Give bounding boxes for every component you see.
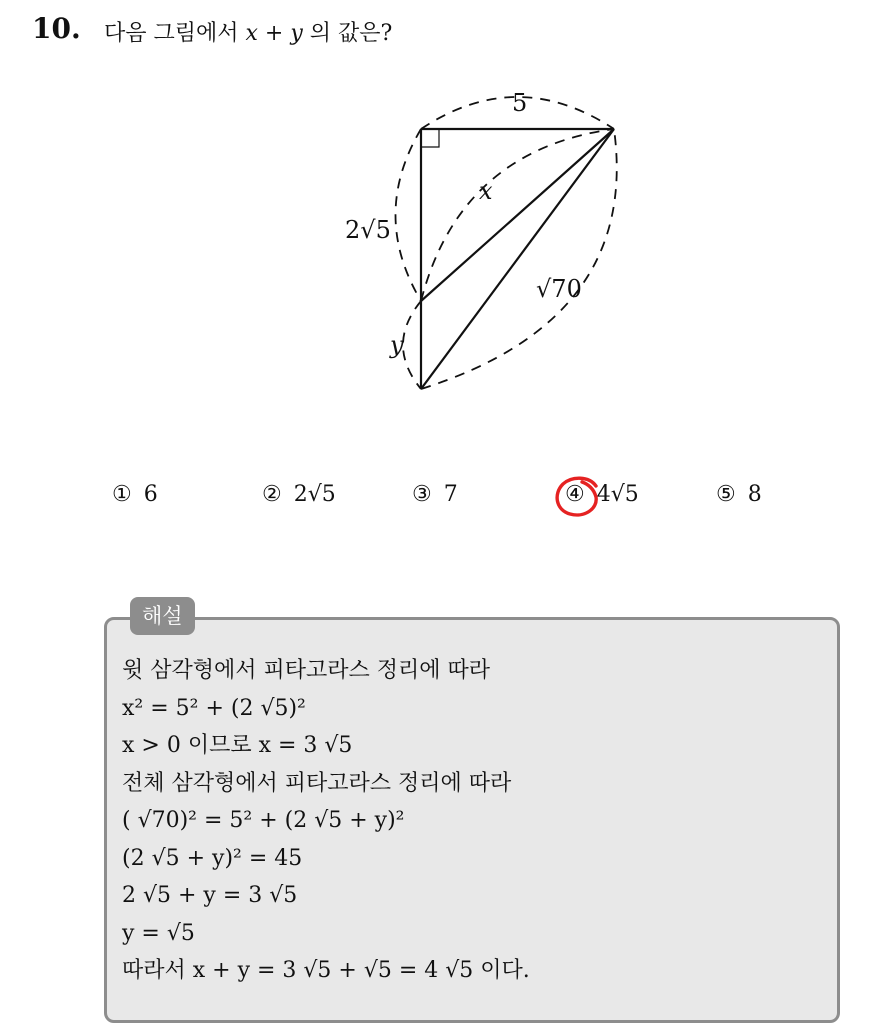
label-y: y [390, 331, 404, 359]
outer-hypotenuse [421, 129, 614, 389]
choice-5-value: 8 [747, 482, 762, 507]
solution-line: 전체 삼각형에서 피타고라스 정리에 따라 [122, 770, 512, 796]
choice-1-marker: ① [112, 482, 132, 507]
choice-3-marker: ③ [412, 482, 432, 507]
solution-body [122, 652, 530, 990]
choice-2-marker: ② [262, 482, 282, 507]
right-angle-marker [421, 129, 439, 147]
choice-3-value: 7 [443, 482, 458, 507]
label-sqrt70: √70 [536, 275, 582, 303]
solution-line: x > 0 이므로 x = 3 √5 [122, 733, 353, 758]
question-expression: x + y [245, 21, 303, 46]
choice-2-value: 2√5 [293, 482, 336, 507]
solution-label: 해설 [130, 597, 195, 635]
question-prefix: 다음 그림에서 [104, 21, 239, 46]
label-x: x [479, 177, 493, 205]
label-left: 2√5 [345, 216, 391, 244]
solution-line: y = √5 [122, 920, 195, 946]
choice-5[interactable] [716, 482, 762, 507]
solution-line: x² = 5² + (2 √5)² [122, 695, 306, 721]
inner-hypotenuse [421, 129, 614, 301]
solution-line: (2 √5 + y)² = 45 [122, 845, 303, 871]
triangle-figure [0, 0, 884, 460]
brace-y [403, 301, 421, 389]
choice-1[interactable] [112, 482, 158, 507]
choice-4-value: 4√5 [596, 482, 639, 507]
choice-1-value: 6 [143, 482, 158, 507]
choice-2[interactable] [262, 482, 336, 507]
choice-4[interactable] [565, 482, 639, 507]
question-suffix: 의 값은? [309, 21, 393, 46]
solution-line: 2 √5 + y = 3 √5 [122, 883, 298, 908]
label-top: 5 [512, 89, 528, 117]
choice-3[interactable] [412, 482, 458, 507]
question-number: 10. [32, 12, 81, 45]
solution-line: 따라서 x + y = 3 √5 + √5 = 4 √5 이다. [122, 958, 530, 983]
choice-5-marker: ⑤ [716, 482, 736, 507]
solution-line: 윗 삼각형에서 피타고라스 정리에 따라 [122, 658, 491, 683]
choice-4-marker: ④ [565, 482, 585, 507]
brace-left [396, 129, 422, 301]
solution-line: ( √70)² = 5² + (2 √5 + y)² [122, 808, 405, 833]
